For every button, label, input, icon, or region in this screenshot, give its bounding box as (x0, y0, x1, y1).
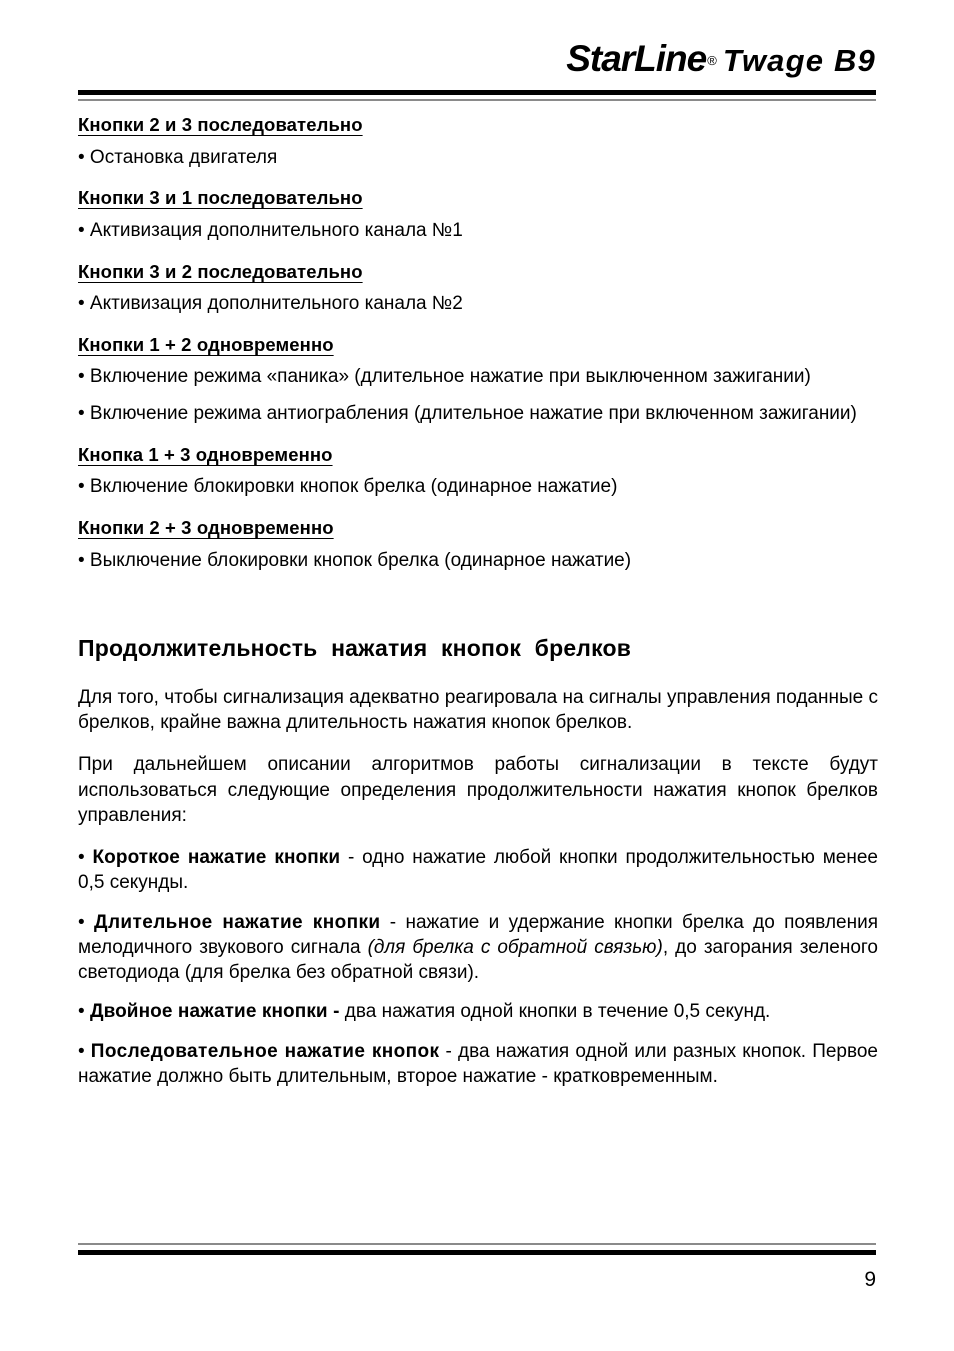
definition-term: Короткое нажатие кнопки (92, 847, 341, 869)
combo-item: • Включение режима антиограбления (длительное нажатие при включенном зажигании) (78, 403, 857, 424)
button-combo-block (78, 114, 878, 170)
header-rule-thin (78, 99, 876, 101)
combo-item: • Активизация дополнительного канала №2 (78, 293, 463, 315)
combo-item: • Активизация дополнительного канала №1 (78, 219, 463, 241)
combo-heading: Кнопка 1 + 3 одновременно (78, 443, 333, 465)
definition-item (78, 845, 878, 896)
combo-item: • Включение блокировки кнопок брелка (одинарное нажатие) (78, 476, 618, 498)
definition-term: Последовательное нажатие кнопок (90, 1040, 440, 1062)
combo-heading: Кнопки 2 и 3 последовательно (78, 114, 363, 135)
section-paragraph: Для того, чтобы сигнализация адекватно реагировала на сигналы управления поданные с брелков, крайне важна длительность нажатия кнопок брелков. (78, 686, 878, 734)
definition-text: два нажатия одной кнопки в течение 0,5 секунд. (339, 1001, 771, 1023)
definition-item (78, 910, 878, 986)
combo-heading: Кнопки 3 и 1 последовательно (78, 187, 363, 209)
registered-trademark-icon: ® (707, 52, 717, 68)
combo-heading: Кнопки 2 + 3 одновременно (78, 516, 334, 538)
combo-heading: Кнопки 1 + 2 одновременно (78, 333, 334, 355)
definition-item (78, 999, 878, 1024)
section-title: Продолжительность нажатия кнопок брелков (78, 635, 632, 662)
button-combo-block (78, 187, 878, 243)
brand-logo (566, 40, 876, 77)
footer-rule-thick (78, 1250, 876, 1255)
definition-note-italic: (для брелка с обратной связью) (367, 936, 663, 958)
definition-text: - одно нажатие любой кнопки продолжительностью менее 0,5 секунды. (78, 847, 878, 894)
combo-item: • Выключение блокировки кнопок брелка (одинарное нажатие) (78, 549, 632, 571)
button-combo-block (78, 517, 878, 573)
combo-item: • Включение режима «паника» (длительное нажатие при выключенном зажигании) (78, 366, 811, 388)
definition-text: - нажатие и удержание кнопки брелка до появления мелодичного звукового сигнала (78, 911, 878, 958)
definition-text: , до загорания зеленого светодиода (для брелка без обратной связи). (78, 936, 878, 984)
header-rule-thick (78, 90, 876, 95)
definition-term: Длительное нажатие кнопки (94, 911, 381, 933)
definition-item (78, 1039, 878, 1090)
page-number: 9 (864, 1268, 876, 1291)
footer-rule-thin (78, 1243, 876, 1245)
bullet-marker: • (78, 847, 85, 869)
button-combo-block (78, 261, 878, 317)
bullet-marker: • (78, 1001, 85, 1023)
product-model: Twage B9 (722, 43, 876, 78)
definition-term: Двойное нажатие кнопки - (89, 1001, 340, 1023)
button-combo-block (78, 444, 878, 500)
definition-text: - два нажатия одной или разных кнопок. Первое нажатие должно быть длительным, второе нажатие - кратковременным. (78, 1040, 879, 1087)
section-paragraph: При дальнейшем описании алгоритмов работы сигнализации в тексте будут использоваться следующие определения продолжительности нажатия кнопок брелков управления: (78, 754, 878, 826)
button-combo-block (78, 334, 878, 427)
page-content (78, 114, 878, 1089)
bullet-marker: • (78, 1040, 85, 1062)
combo-heading: Кнопки 3 и 2 последовательно (78, 260, 363, 282)
bullet-marker: • (78, 911, 85, 933)
combo-item: • Остановка двигателя (78, 146, 278, 168)
brand-name: StarLine (566, 38, 707, 79)
